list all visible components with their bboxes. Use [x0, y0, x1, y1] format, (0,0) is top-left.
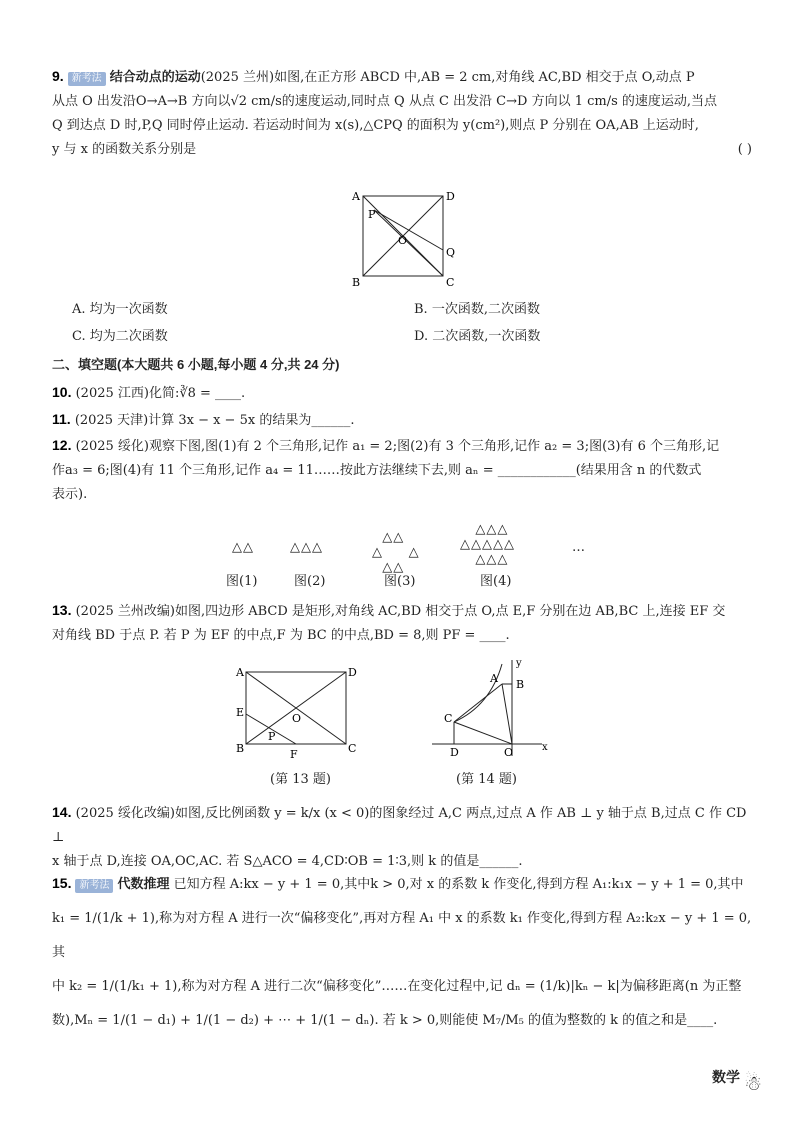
mascot-icon: ☃ — [744, 1071, 762, 1095]
question-13: 13. (2025 兰州改编)如图,四边形 ABCD 是矩形,对角线 AC,BD 相交于点 O,点 E,F 分别在边 AB,BC 上,连接 EF 交 对角线 BD 于点 P. 若 P 为 EF 的中点,F 为 BC 的中点,BD = 8,则 PF = ____. — [52, 602, 726, 643]
q9-square-figure — [346, 188, 456, 288]
q13-caption: (第 13 题) — [270, 772, 331, 787]
question-11: 11. (2025 天津)计算 3x − x − 5x 的结果为______. — [52, 411, 355, 428]
question-12: 12. (2025 绥化)观察下图,图(1)有 2 个三角形,记作 a₁ = 2;图(2)有 3 个三角形,记作 a₂ = 3;图(3)有 6 个三角形,记 作a₃ = 6;图(4)有 11 个三角形,记作 a₄ = 11……按此方法继续下去,则 aₙ = ____________(结果用含 n 的代数式 表示). — [52, 437, 720, 502]
svg-text:P: P — [368, 208, 376, 221]
svg-text:C: C — [348, 742, 357, 755]
svg-text:B: B — [236, 742, 245, 755]
question-10: 10. (2025 江西)化简:∛8 = ____. — [52, 384, 246, 401]
subject-footer: 数学 — [712, 1069, 740, 1085]
svg-text:A: A — [490, 672, 498, 685]
question-9: 9. 新考法 结合动点的运动(2025 兰州)如图,在正方形 ABCD 中,AB = 2 cm,对角线 AC,BD 相交于点 O,动点 P 从点 O 出发沿O→A→B 方向以√2 cm/s的速度运动,同时点 Q 从点 C 出发沿 C→D 方向以 1 cm/s 的速度运动,当点 Q 到达点 D 时,P,Q 同时停止运动. 若运动时间为 x(s),△CPQ 的面积为 y(cm²),则点 P 分别在 OA,AB 上运动时, y 与 x 的函数关系分别是 ( ) — [52, 68, 752, 157]
new-method-tag: 新考法 — [68, 72, 106, 86]
option-c: C. 均为二次函数 — [72, 329, 168, 344]
svg-text:P: P — [268, 730, 276, 743]
new-method-tag: 新考法 — [75, 879, 113, 893]
q13-rectangle-figure — [234, 664, 364, 764]
option-b: B. 一次函数,二次函数 — [414, 302, 540, 317]
option-d: D. 二次函数,一次函数 — [414, 329, 541, 344]
svg-text:C: C — [444, 712, 453, 725]
svg-text:C: C — [446, 276, 455, 288]
svg-text:O: O — [398, 234, 408, 247]
svg-text:B: B — [516, 678, 525, 691]
svg-text:F: F — [290, 748, 298, 761]
question-14: 14. (2025 绥化改编)如图,反比例函数 y = k/x (x < 0)的图象经过 A,C 两点,过点 A 作 AB ⊥ y 轴于点 B,过点 C 作 CD ⊥ x 轴于点 D,连接 OA,OC,AC. 若 S△ACO = 4,CD∶OB = 1∶3,则 k 的值是______. — [52, 804, 747, 869]
svg-text:D: D — [450, 746, 459, 759]
svg-text:D: D — [348, 666, 357, 679]
svg-text:B: B — [352, 276, 361, 288]
q14-graph-figure — [430, 656, 550, 760]
svg-text:O: O — [292, 712, 302, 725]
svg-text:y: y — [516, 658, 522, 669]
option-a: A. 均为一次函数 — [72, 302, 168, 317]
svg-text:O: O — [504, 746, 514, 759]
svg-text:x: x — [542, 742, 548, 753]
svg-text:A: A — [352, 190, 360, 203]
svg-text:E: E — [236, 706, 245, 719]
section-title: 二、填空题(本大题共 6 小题,每小题 4 分,共 24 分) — [52, 357, 340, 372]
q14-caption: (第 14 题) — [456, 772, 517, 787]
svg-text:D: D — [446, 190, 455, 203]
svg-text:A: A — [236, 666, 244, 679]
question-15: 15. 新考法 代数推理 已知方程 A:kx − y + 1 = 0,其中k > 0,对 x 的系数 k 作变化,得到方程 A₁:k₁x − y + 1 = 0,其中 k₁ = 1/(1/k + 1),称为对方程 A 进行一次“偏移变化”,再对方程 A₁ 中 x 的系数 k₁ 作变化,得到方程 A₂:k₂x − y + 1 = 0,其 中 k₂ = 1/(1/k₁ + 1),称为对方程 A 进行二次“偏移变化”……在变化过程中,记 dₙ = (1/k)|kₙ − k|为偏移距离(n 为正整 数),Mₙ = 1/(1 − d₁) + 1/(1 − d₂) + ⋯ + 1/(1 − dₙ). 若 k > 0,则能使 M₇/M₅ 的值为整数的 k 的值之和是____. — [52, 875, 752, 1028]
svg-text:Q: Q — [446, 246, 456, 259]
